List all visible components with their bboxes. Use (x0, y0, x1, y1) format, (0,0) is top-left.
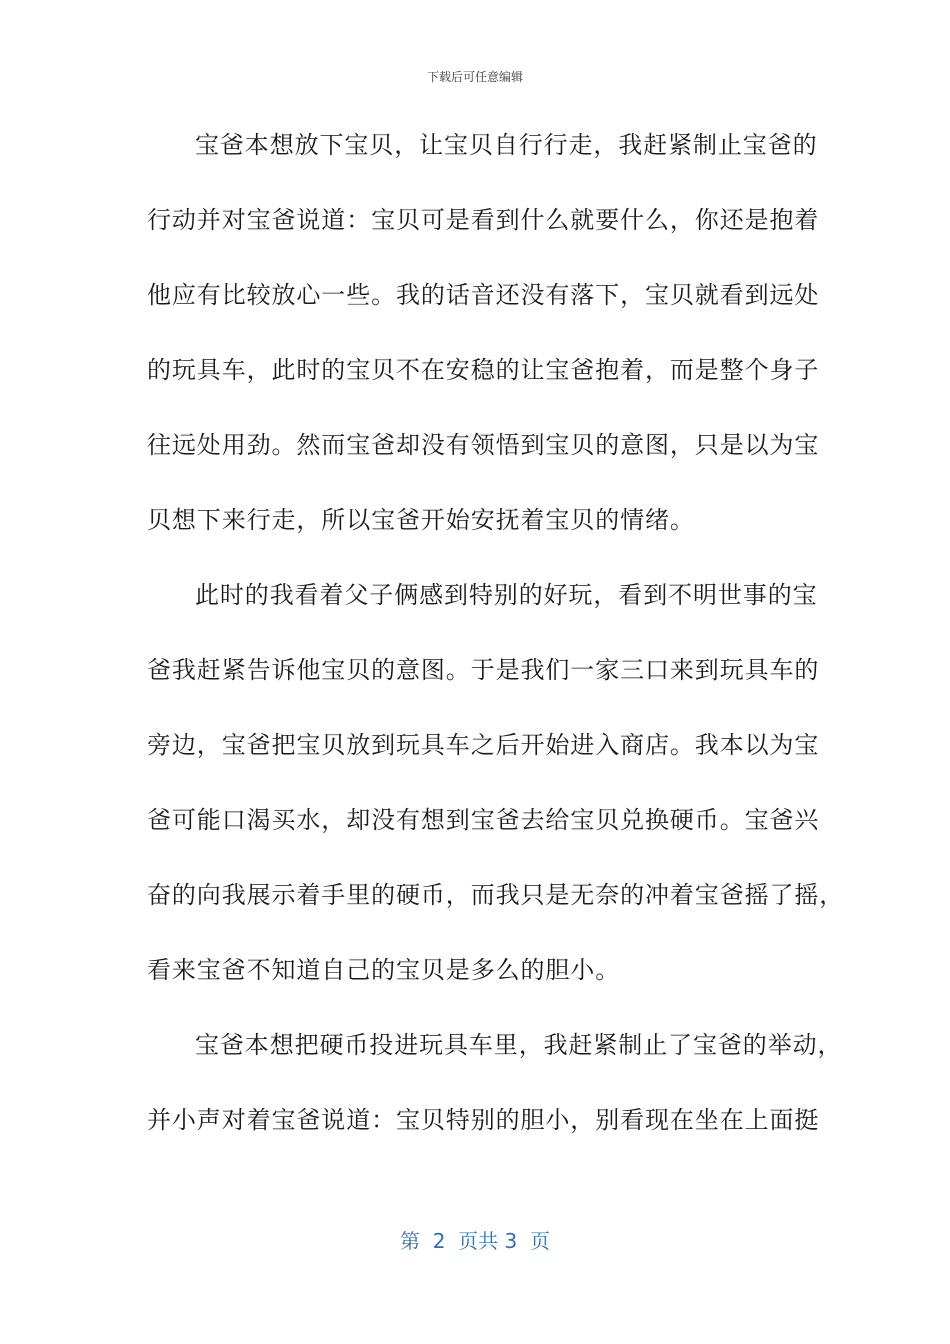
paragraph-line: 爸我赶紧告诉他宝贝的意图。于是我们一家三口来到玩具车的 (147, 656, 820, 684)
paragraph-line: 此时的我看着父子俩感到特别的好玩，看到不明世事的宝 (195, 581, 818, 609)
document-body (147, 108, 845, 1158)
page-number-footer: 第 2 页共 3 页 (400, 1229, 550, 1253)
paragraph-line: 爸可能口渴买水，却没有想到宝爸去给宝贝兑换硬币。宝爸兴 (147, 806, 820, 834)
paragraph-line: 并小声对着宝爸说道：宝贝特别的胆小，别看现在坐在上面挺 (147, 1106, 820, 1134)
paragraph-line: 看来宝爸不知道自己的宝贝是多么的胆小。 (147, 956, 621, 984)
paragraph-line: 行动并对宝爸说道：宝贝可是看到什么就要什么，你还是抱着 (147, 206, 820, 234)
paragraph-line: 奋的向我展示着手里的硬币，而我只是无奈的冲着宝爸摇了摇， (147, 881, 845, 909)
paragraph-line: 贝想下来行走，所以宝爸开始安抚着宝贝的情绪。 (147, 506, 695, 534)
page-header: 下载后可任意编辑 (426, 70, 523, 84)
paragraph-line: 的玩具车，此时的宝贝不在安稳的让宝爸抱着，而是整个身子 (147, 356, 820, 384)
paragraph-line: 宝爸本想放下宝贝，让宝贝自行行走，我赶紧制止宝爸的 (195, 131, 818, 159)
paragraph-line: 他应有比较放心一些。我的话音还没有落下，宝贝就看到远处 (147, 281, 820, 309)
paragraph-line: 往远处用劲。然而宝爸却没有领悟到宝贝的意图，只是以为宝 (147, 431, 820, 459)
paragraph-line: 旁边，宝爸把宝贝放到玩具车之后开始进入商店。我本以为宝 (147, 731, 820, 759)
paragraph-line: 宝爸本想把硬币投进玩具车里，我赶紧制止了宝爸的举动， (195, 1031, 843, 1059)
